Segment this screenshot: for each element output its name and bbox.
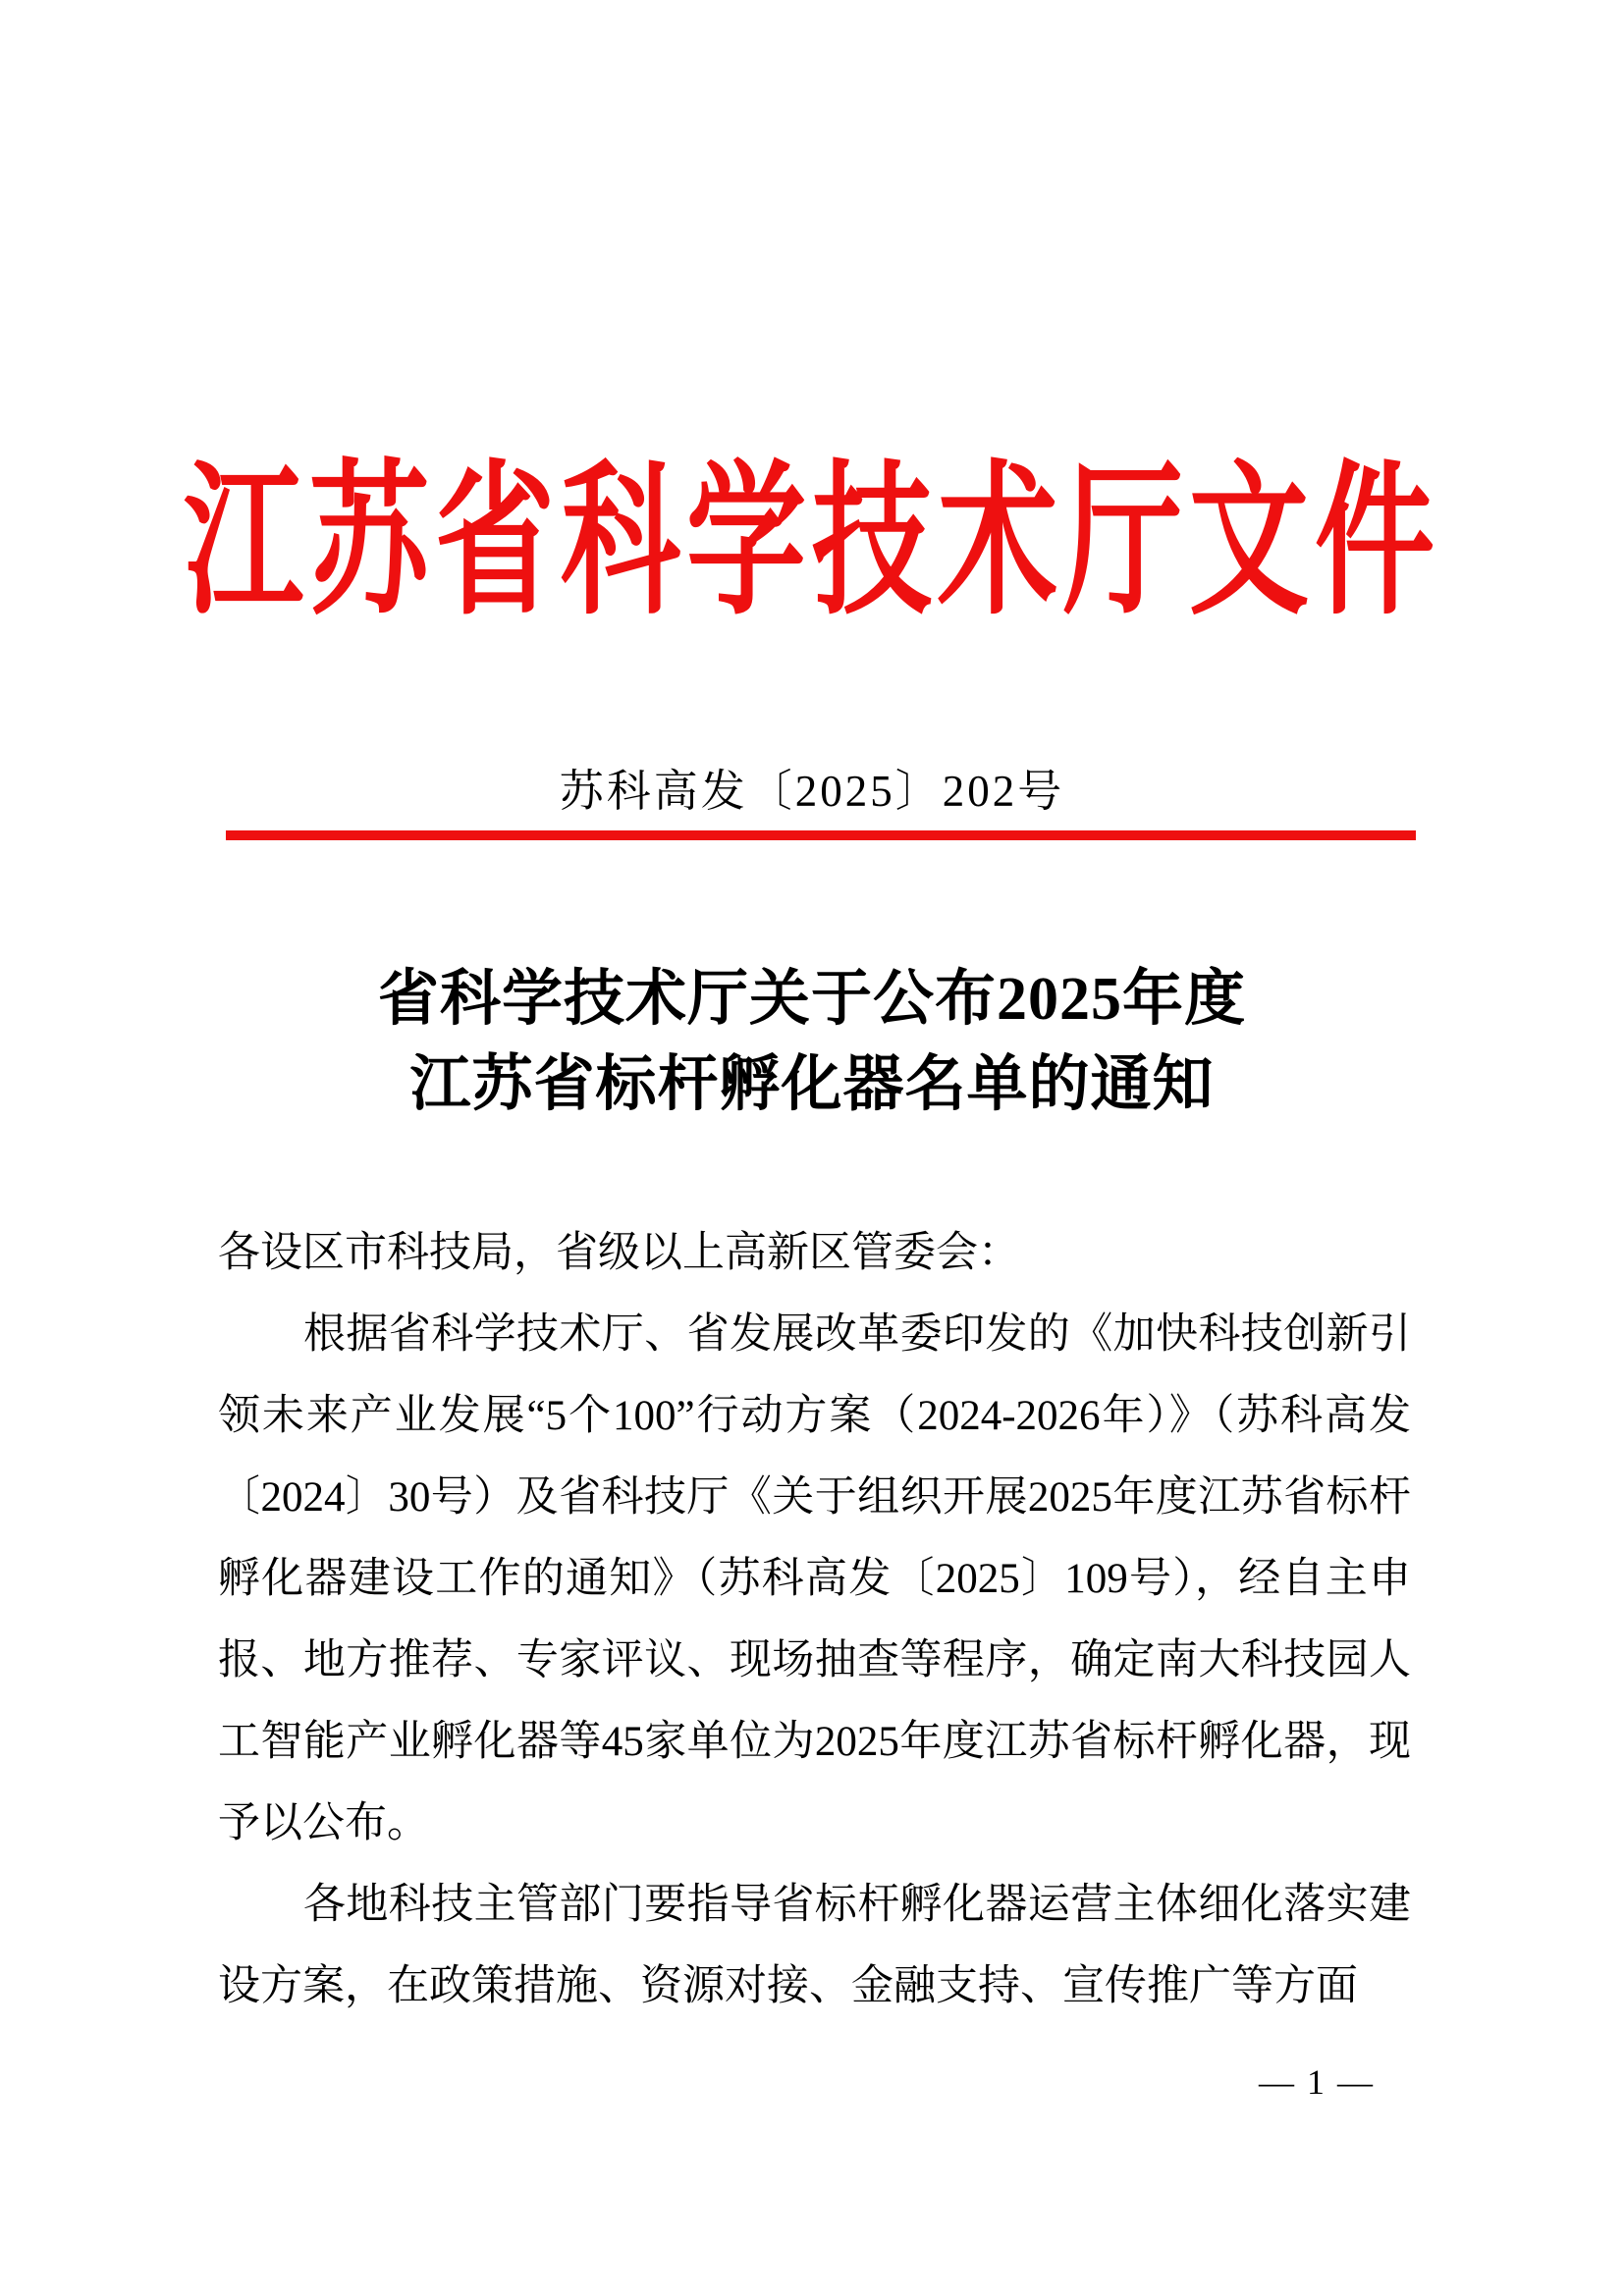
page-number: — 1 — bbox=[1259, 2062, 1375, 2102]
document-masthead bbox=[0, 452, 1624, 635]
document-title bbox=[0, 957, 1624, 1128]
document-title-line1: 省科学技术厅关于公布2025年度 bbox=[377, 966, 1246, 1033]
masthead-title-text: 江苏省科学技术厅文件 bbox=[184, 452, 1440, 635]
salutation-line: 各设区市科技局，省级以上高新区管委会： bbox=[218, 1230, 1020, 1276]
red-divider-line bbox=[226, 830, 1416, 840]
body-paragraph: 根据省科学技术厅、省发展改革委印发的《加快科技创新引领未来产业发展“5个100”行动方案（2024-2026年）》（苏科高发〔2024〕30号）及省科技厅《关于组织开展2025年度江苏省标杆孵化器建设工作的通知》（苏科高发〔2025〕109号），经自主申报、地方推荐、专家评议、现场抽查等程序，确定南大科技园人工智能产业孵化器等45家单位为2025年度江苏省标杆孵化器，现予以公布。 bbox=[218, 1311, 1411, 1846]
body-paragraph: 各地科技主管部门要指导省标杆孵化器运营主体细化落实建设方案，在政策措施、资源对接、金融支持、宣传推广等方面 bbox=[218, 1882, 1411, 2009]
document-body bbox=[218, 1212, 1411, 2027]
document-number: 苏科高发〔2025〕202号 bbox=[559, 767, 1065, 816]
document-title-line2: 江苏省标杆孵化器名单的通知 bbox=[409, 1051, 1215, 1118]
